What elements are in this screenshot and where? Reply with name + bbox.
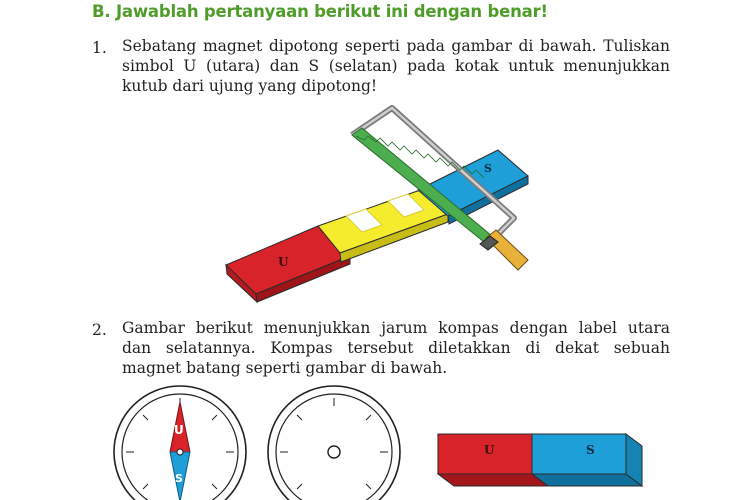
bar-magnet bbox=[436, 434, 642, 486]
bar-magnet-label-south: S bbox=[586, 443, 595, 457]
question-text-line: dan selatannya. Kompas tersebut diletakkan di dekat sebuah bbox=[122, 339, 670, 357]
bar-magnet-label-north: U bbox=[484, 443, 495, 457]
magnet-piece-label-south: S bbox=[484, 162, 492, 175]
section-heading: B. Jawablah pertanyaan berikut ini dengan benar! bbox=[92, 2, 548, 21]
question-text-line: simbol U (utara) dan S (selatan) pada kotak untuk menunjukkan bbox=[122, 57, 670, 75]
needle-label-south: S bbox=[175, 472, 183, 485]
compass-empty[interactable] bbox=[268, 386, 400, 500]
question-text-line: Gambar berikut menunjukkan jarum kompas dengan label utara bbox=[122, 319, 670, 337]
question-text-line: kutub dari ujung yang dipotong! bbox=[122, 77, 378, 95]
needle-label-north: U bbox=[174, 423, 184, 437]
question-number: 1. bbox=[92, 39, 107, 57]
magnet-piece-label-north: U bbox=[278, 255, 289, 269]
question-number: 2. bbox=[92, 321, 107, 339]
question-text-line: magnet batang seperti gambar di bawah. bbox=[122, 359, 448, 377]
question-text-line: Sebatang magnet dipotong seperti pada gambar di bawah. Tuliskan bbox=[122, 37, 670, 55]
